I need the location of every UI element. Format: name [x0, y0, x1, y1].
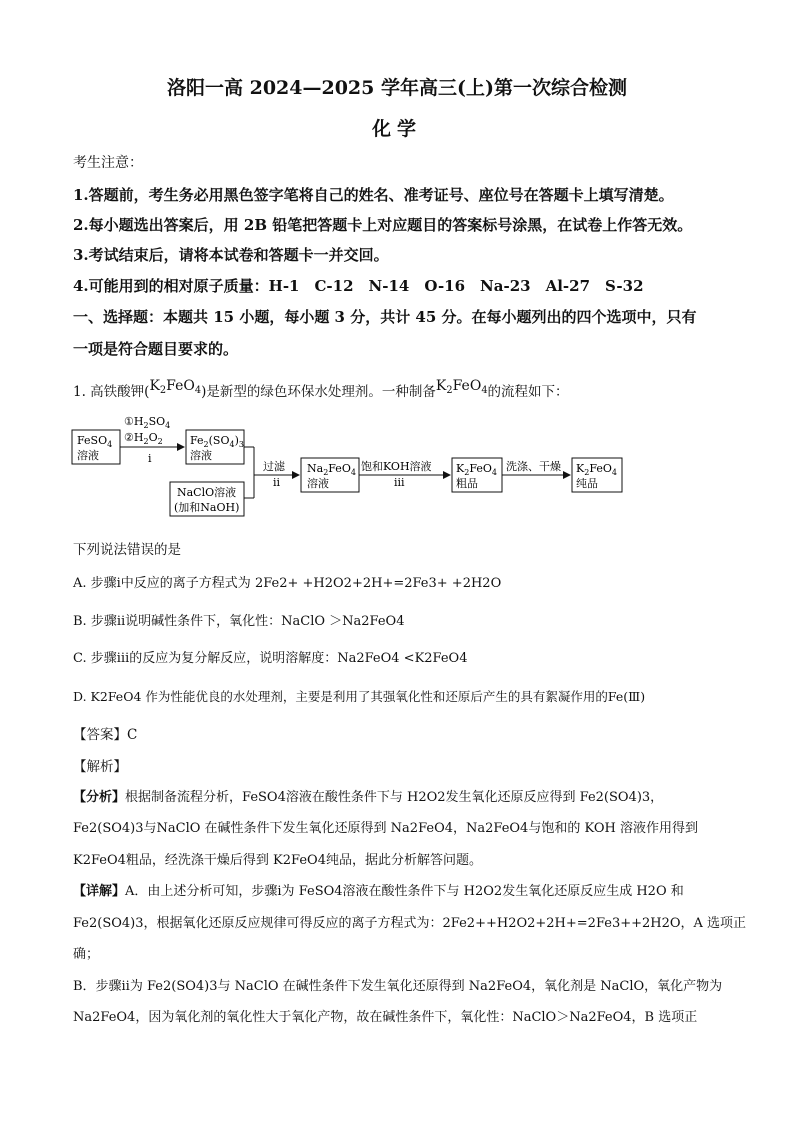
svg-text:①H2SO4: $①H_2SO_4$ — [124, 415, 171, 430]
notice-item-4: 4.可能用到的相对原子质量：H-1 C-12 N-14 O-16 Na-23 Al-27 S-32 — [73, 277, 644, 295]
option-d: D. K2FeO4 作为性能优良的水处理剂，主要是利用了其强氧化性和还原后产生的具有絮凝作用的Fe(Ⅲ) — [73, 689, 646, 704]
notice-item-1: 1.答题前，考生务必用黑色签字笔将自己的姓名、准考证号、座位号在答题卡上填写清楚。 — [73, 186, 674, 204]
analysis-line-3: K2FeO4粗品，经洗涤干燥后得到 K2FeO4纯品，据此分析解答问题。 — [73, 853, 482, 868]
preparation-flow-diagram — [70, 410, 650, 522]
subject-title: 化学 — [371, 118, 422, 140]
svg-text:粗品: 粗品 — [456, 477, 478, 490]
detail-line-4: B．步骤ⅱ为 Fe2(SO4)3与 NaClO 在碱性条件下发生氧化还原得到 Na2FeO4，氧化剂是 NaClO，氧化产物为 — [73, 979, 723, 994]
svg-text:NaClO溶液: NaClO溶液 — [177, 486, 237, 499]
svg-text:②H2O2: $②H_2O_2$ — [124, 431, 163, 446]
svg-text:K2FeO4: $K_2FeO_4$ — [456, 462, 497, 477]
svg-text:洗涤、干燥: 洗涤、干燥 — [506, 460, 561, 473]
section-heading-line1: 一、选择题：本题共 15 小题，每小题 3 分，共计 45 分。在每小题列出的四个选项中，只有 — [73, 308, 697, 326]
notice-item-3: 3.考试结束后，请将本试卷和答题卡一并交回。 — [73, 246, 389, 264]
explanation-label: 【解析】 — [73, 759, 127, 775]
svg-text:溶液: 溶液 — [307, 477, 329, 490]
svg-text:Na2FeO4: $Na_2FeO_4$ — [307, 462, 356, 477]
question-prompt: 下列说法错误的是 — [73, 542, 181, 558]
svg-text:ii: ii — [273, 476, 281, 489]
section-heading-line2: 一项是符合题目要求的。 — [73, 340, 239, 358]
svg-text:溶液: 溶液 — [190, 449, 212, 462]
option-b: B. 步骤ⅱ说明碱性条件下，氧化性：NaClO ＞Na2FeO4 — [73, 614, 405, 629]
option-a: A. 步骤ⅰ中反应的离子方程式为 2Fe2+ +H2O2+2H+=2Fe3+ +2H2O — [73, 576, 502, 591]
analysis-line-1: 【分析】根据制备流程分析，FeSO4溶液在酸性条件下与 H2O2发生氧化还原反应得到 Fe2(SO4)3， — [73, 790, 664, 805]
notice-item-2: 2.每小题选出答案后，用 2B 铅笔把答题卡上对应题目的答案标号涂黑，在试卷上作答无效。 — [73, 216, 693, 234]
detail-line-3: 确； — [73, 947, 100, 962]
svg-text:纯品: 纯品 — [576, 477, 598, 490]
svg-text:饱和KOH溶液: 饱和KOH溶液 — [361, 460, 432, 473]
detail-line-1: 【详解】A．由上述分析可知，步骤ⅰ为 FeSO4溶液在酸性条件下与 H2O2发生氧化还原反应生成 H2O 和 — [73, 884, 684, 899]
analysis-line-2: Fe2(SO4)3与NaClO 在碱性条件下发生氧化还原得到 Na2FeO4，Na2FeO4与饱和的 KOH 溶液作用得到 — [73, 821, 698, 836]
svg-text:iii: iii — [394, 476, 405, 489]
svg-text:i: i — [148, 452, 152, 465]
answer-line: 【答案】C — [73, 727, 138, 743]
option-c: C. 步骤ⅲ的反应为复分解反应，说明溶解度：Na2FeO4 <K2FeO4 — [73, 651, 468, 666]
notice-heading: 考生注意： — [73, 155, 143, 171]
svg-text:溶液: 溶液 — [77, 449, 99, 462]
svg-text:(加和NaOH): (加和NaOH) — [174, 501, 240, 514]
detail-line-5: Na2FeO4，因为氧化剂的氧化性大于氧化产物，故在碱性条件下，氧化性：NaClO＞Na2FeO4，B 选项正 — [73, 1010, 698, 1025]
question-stem: 1. 高铁酸钾$(K_2FeO_4)$是新型的绿色环保水处理剂。一种制备$K_2FeO_4$的流程如下： — [73, 378, 569, 400]
svg-text:FeSO4: FeSO$_4$ — [77, 434, 113, 449]
svg-text:Fe2(SO4)3: $Fe_2(SO_4)_3$ — [190, 434, 244, 449]
svg-text:K2FeO4: $K_2FeO_4$ — [576, 462, 617, 477]
detail-line-2: Fe2(SO4)3，根据氧化还原反应规律可得反应的离子方程式为：2Fe2++H2O2+2H+=2Fe3++2H2O，A 选项正 — [73, 916, 747, 931]
page-title: 洛阳一高 2024—2025 学年高三(上)第一次综合检测 — [167, 77, 627, 99]
svg-text:过滤: 过滤 — [263, 460, 285, 473]
